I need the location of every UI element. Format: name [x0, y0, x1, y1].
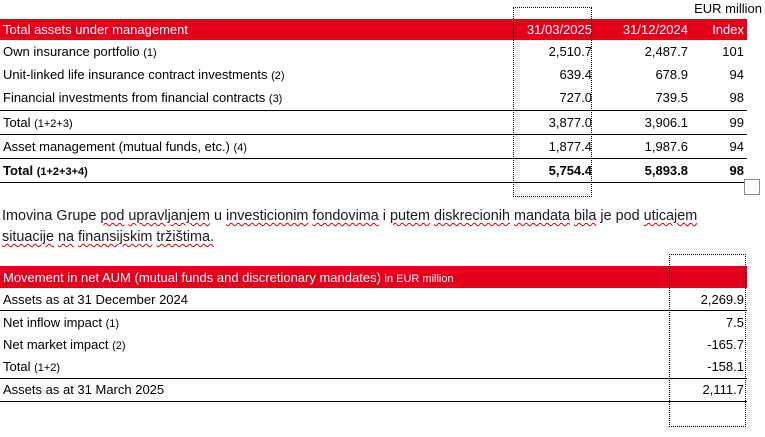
misspelled-word[interactable]: investicionim — [226, 208, 309, 224]
misspelled-word[interactable]: uticajem — [643, 208, 698, 224]
row-label: Unit-linked life insurance contract investments — [3, 67, 268, 83]
row-label: Total — [3, 359, 31, 375]
row-value: 2,269.9 — [600, 288, 747, 311]
misspelled-word[interactable]: fondovima — [312, 208, 379, 224]
row-label: Assets as at 31 December 2024 — [3, 291, 188, 307]
row-note: (3) — [268, 93, 283, 106]
table-total-row — [0, 158, 747, 182]
row-note: (1+2+3) — [34, 117, 73, 130]
unit-label: EUR million — [694, 1, 762, 16]
table-row — [0, 86, 747, 110]
row-value: 7.5 — [725, 314, 744, 330]
checkbox[interactable] — [744, 179, 760, 195]
col-header-index: Index — [691, 19, 747, 40]
misspelled-word[interactable]: situacije — [2, 229, 54, 245]
value-q1-2025: 1,877.4 — [510, 134, 595, 158]
value-ye-2024: 5,893.8 — [595, 158, 691, 182]
word: Grupe — [56, 208, 97, 224]
table-row — [0, 63, 747, 86]
row-label: Net market impact — [3, 336, 109, 352]
row-value: -158.1 — [600, 356, 747, 379]
row-value: -165.7 — [707, 336, 744, 352]
aum-table-title: Total assets under management — [0, 19, 510, 40]
misspelled-word[interactable]: pod — [100, 208, 125, 224]
word: u — [214, 208, 223, 224]
aum-movement-unit: in EUR million — [384, 272, 454, 285]
row-label: Own insurance portfolio — [3, 44, 140, 60]
row-label: Total — [3, 114, 31, 130]
value-index: 98 — [691, 158, 747, 182]
row-note: (4) — [233, 141, 247, 154]
table-row — [0, 356, 747, 379]
value-index: 98 — [691, 86, 747, 110]
value-ye-2024: 2,487.7 — [644, 44, 688, 60]
table-row — [0, 311, 747, 334]
misspelled-word[interactable]: finansijskim — [78, 229, 153, 245]
value-q1-2025: 2,510.7 — [548, 44, 592, 60]
word: i — [382, 208, 386, 224]
row-label: Total — [3, 163, 34, 179]
value-ye-2024: 3,906.1 — [595, 110, 691, 134]
misspelled-word[interactable]: upravljanjem — [128, 208, 210, 224]
value-index: 94 — [729, 67, 744, 83]
value-index: 94 — [691, 134, 747, 158]
table-row — [0, 288, 747, 311]
aum-table — [0, 19, 747, 183]
col-header-31-12-2024: 31/12/2024 — [595, 19, 691, 40]
value-q1-2025: 5,754.4 — [510, 158, 595, 182]
row-label: Financial investments from financial contracts — [3, 90, 266, 106]
table-row — [0, 378, 747, 401]
value-q1-2025: 639.4 — [559, 67, 592, 83]
table-row — [0, 134, 747, 158]
value-index: 101 — [722, 44, 744, 60]
row-note: (1+2) — [34, 362, 61, 375]
value-ye-2024: 739.5 — [595, 86, 691, 110]
col-header-31-03-2025: 31/03/2025 — [510, 19, 595, 40]
row-label: Asset management (mutual funds, etc.) — [3, 138, 230, 154]
value-ye-2024: 1,987.6 — [595, 134, 691, 158]
row-note: (2) — [112, 339, 126, 352]
row-note: (2) — [271, 70, 285, 83]
value-ye-2024: 678.9 — [655, 67, 688, 83]
table-row — [0, 333, 747, 355]
row-note: (1+2+3+4) — [36, 166, 88, 179]
aum-movement-header — [0, 266, 747, 288]
misspelled-word[interactable]: mandata — [514, 208, 571, 224]
aum-movement-table — [0, 266, 747, 402]
word: Imovina — [2, 208, 53, 224]
misspelled-word[interactable]: putem — [390, 208, 430, 224]
word: pod — [615, 208, 640, 224]
aum-movement-title: Movement in net AUM (mutual funds and discretionary mandates) — [3, 269, 381, 285]
value-index: 99 — [691, 110, 747, 134]
value-q1-2025: 3,877.0 — [510, 110, 595, 134]
row-label: Assets as at 31 March 2025 — [3, 382, 165, 398]
row-label: Net inflow impact — [3, 314, 102, 330]
table-row — [0, 110, 747, 134]
misspelled-word[interactable]: bila — [574, 208, 597, 224]
word: je — [600, 208, 612, 224]
row-note: (1) — [143, 47, 157, 60]
misspelled-word[interactable]: na — [58, 229, 75, 245]
row-value: 2,111.7 — [600, 378, 747, 401]
table-row — [0, 40, 747, 63]
value-q1-2025: 727.0 — [510, 86, 595, 110]
row-note: (1) — [105, 317, 120, 330]
misspelled-word[interactable]: tržištima. — [156, 229, 214, 245]
body-paragraph — [2, 206, 742, 248]
misspelled-word[interactable]: diskrecionih — [434, 208, 510, 224]
aum-table-header — [0, 19, 747, 40]
